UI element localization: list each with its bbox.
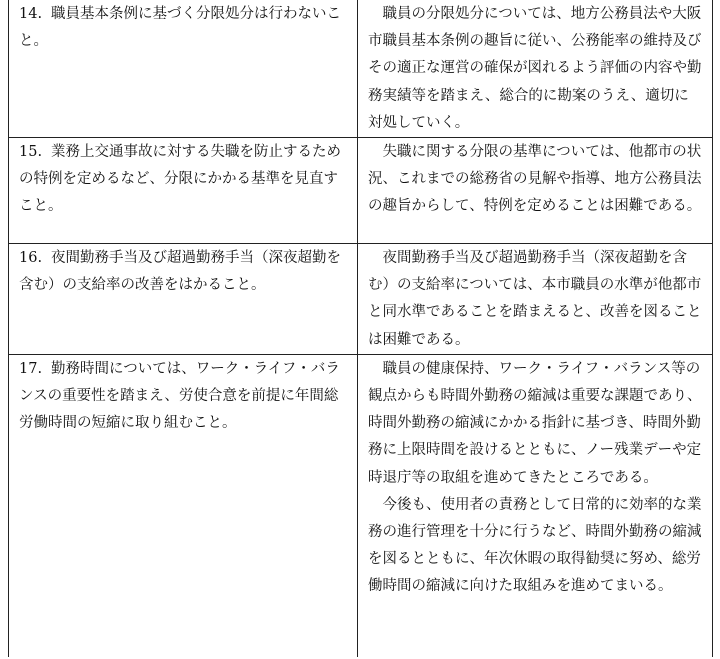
- response-cell: [358, 138, 713, 244]
- item-number: 15.: [19, 144, 43, 161]
- response-cell: [358, 0, 713, 138]
- response-paragraph: 今後も、使用者の責務として日常的に効率的な業務の進行管理を十分に行うなど、時間外勤務の縮減を図るとともに、年次休暇の取得勧奨に努め、総労働時間の縮減に向けた取組みを進めてまいる。: [368, 496, 702, 595]
- response-paragraph: 職員の分限処分については、地方公務員法や大阪市職員基本条例の趣旨に従い、公務能率の維持及びその適正な運営の確保が図れるよう評価の内容や勤務実績等を踏まえ、総合的に勘案のうえ、適切に対処していく。: [368, 6, 702, 131]
- table-row: [9, 138, 713, 244]
- table-row: [9, 244, 713, 355]
- response-paragraph: 職員の健康保持、ワーク・ライフ・バランス等の観点からも時間外勤務の縮減は重要な課題であり、時間外勤務の縮減にかかる指針に基づき、時間外勤務に上限時間を設けるとともに、ノー残業デーや定時退庁等の取組を進めてきたところである。: [368, 360, 702, 486]
- request-text: 夜間勤務手当及び超過勤務手当（深夜超勤を含む）の支給率の改善をはかること。: [19, 250, 341, 294]
- table-row: [9, 354, 713, 657]
- request-cell: [9, 138, 358, 244]
- response-cell: [358, 354, 713, 657]
- item-number: 14.: [19, 6, 43, 22]
- item-number: 16.: [19, 250, 43, 267]
- item-number: 17.: [19, 360, 43, 377]
- request-response-table: [8, 0, 713, 657]
- response-paragraph: 夜間勤務手当及び超過勤務手当（深夜超勤を含む）の支給率については、本市職員の水準が他都市と同水準であることを踏まえると、改善を図ることは困難である。: [368, 250, 702, 348]
- request-text: 職員基本条例に基づく分限処分は行わないこと。: [19, 6, 341, 50]
- request-cell: [9, 0, 358, 138]
- request-text: 業務上交通事故に対する失職を防止するための特例を定めるなど、分限にかかる基準を見直すこと。: [19, 144, 341, 215]
- request-cell: [9, 354, 358, 657]
- request-text: 勤務時間については、ワーク・ライフ・バランスの重要性を踏まえ、労使合意を前提に年間総労働時間の短縮に取り組むこと。: [19, 360, 340, 432]
- response-cell: [358, 244, 713, 355]
- request-cell: [9, 244, 358, 355]
- table-row: [9, 0, 713, 138]
- response-paragraph: 失職に関する分限の基準については、他都市の状況、これまでの総務省の見解や指導、地方公務員法の趣旨からして、特例を定めることは困難である。: [368, 144, 702, 215]
